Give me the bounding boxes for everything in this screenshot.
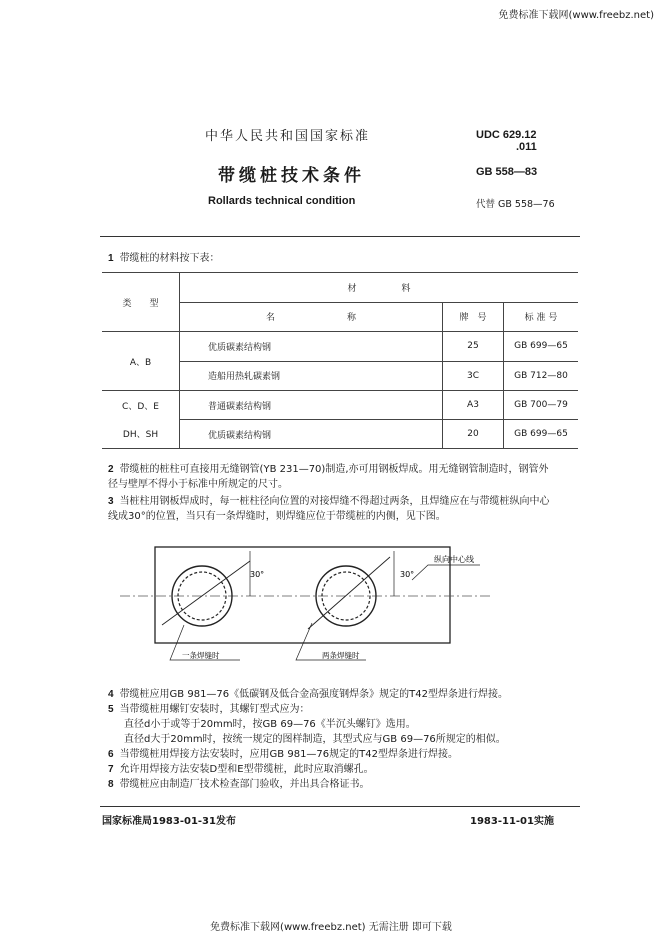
- udc-code: [476, 129, 537, 153]
- section-text: 带缆桩的桩柱可直接用无缝钢管(YB 231—70)制造,亦可用钢板焊成。用无缝钢管制造时，钢管外: [119, 464, 549, 475]
- section-7: [108, 762, 578, 777]
- section-1: [108, 251, 220, 266]
- section-text-cont: 线成30°的位置，当只有一条焊缝时，则焊缝应位于带缆桩的内侧，见下图。: [108, 511, 446, 522]
- issuing-organization: 中华人民共和国国家标准: [205, 129, 371, 144]
- section-text: 带缆桩应用GB 981—76《低碳钢及低合金高强度钢焊条》规定的T42型焊条进行焊接。: [119, 689, 508, 700]
- row-standard: GB 712—80: [504, 361, 579, 391]
- row-type: DH、SH: [102, 420, 180, 449]
- watermark-top: 免费标准下载网(www.freebz.net): [498, 10, 654, 21]
- row-name: 普通碳素结构钢: [180, 391, 443, 420]
- issue-date: 国家标准局1983-01-31发布: [102, 816, 236, 827]
- table-header-name: 名 称: [180, 302, 443, 332]
- one-weld-label: 一条焊缝时: [182, 651, 220, 660]
- row-name: 优质碳素结构钢: [180, 332, 443, 362]
- section-2: [108, 462, 578, 492]
- section-number: 3: [108, 496, 114, 507]
- section-text: 当带缆桩用焊接方法安装时，应用GB 981—76规定的T42型焊条进行焊接。: [119, 749, 458, 760]
- axis-label: 纵向中心线: [434, 555, 474, 564]
- materials-table: [102, 272, 578, 449]
- right-weld-line: [308, 557, 390, 629]
- weld-position-figure: [100, 535, 520, 675]
- table-header-type: 类 型: [102, 273, 180, 332]
- section-number: 7: [108, 764, 114, 775]
- table-row: [102, 332, 578, 362]
- axis-leader: [412, 565, 480, 580]
- section-5-item-2: 直径d大于20mm时，按统一规定的图样制造，其型式应与GB 69—76所规定的相似。: [124, 734, 506, 745]
- row-name: 造船用热轧碳素钢: [180, 361, 443, 391]
- two-welds-label: 两条焊缝时: [322, 651, 360, 660]
- header-divider: [100, 236, 580, 237]
- row-standard: GB 700—79: [504, 391, 579, 420]
- section-3: [108, 494, 578, 524]
- section-4: [108, 687, 578, 702]
- row-type: C、D、E: [102, 391, 180, 420]
- left-weld-line: [162, 561, 250, 625]
- section-text: 当带缆桩用螺钉安装时，其螺钉型式应为：: [119, 704, 310, 715]
- table-header-material: 材 料: [180, 273, 579, 303]
- section-text: 带缆桩的材料按下表：: [119, 253, 220, 264]
- udc-line2: .011: [516, 141, 537, 153]
- section-5: [108, 702, 578, 717]
- section-text: 当桩柱用钢板焊成时，每一桩柱径向位置的对接焊缝不得超过两条，且焊缝应在与带缆桩纵向中心: [119, 496, 550, 507]
- section-8: [108, 777, 578, 792]
- section-text: 允许用焊接方法安装D型和E型带缆桩，此时应取消螺孔。: [119, 764, 374, 775]
- standard-number: GB 558—83: [476, 166, 538, 178]
- section-6: [108, 747, 578, 762]
- row-standard: GB 699—65: [504, 332, 579, 362]
- section-number: 4: [108, 689, 114, 700]
- section-number: 5: [108, 704, 114, 715]
- section-5-item-1: 直径d小于或等于20mm时，按GB 69—76《半沉头螺钉》选用。: [124, 719, 416, 730]
- watermark-bottom: 免费标准下载网(www.freebz.net) 无需注册 即可下载: [210, 922, 452, 933]
- right-angle-label: 30°: [400, 570, 415, 579]
- section-number: 1: [108, 253, 114, 264]
- row-standard: GB 699—65: [504, 420, 579, 449]
- effective-date: 1983-11-01实施: [470, 816, 554, 827]
- section-text-cont: 径与壁厚不得小于标准中所规定的尺寸。: [108, 479, 288, 490]
- left-angle-label: 30°: [250, 570, 265, 579]
- row-grade: 20: [443, 420, 504, 449]
- section-number: 8: [108, 779, 114, 790]
- footer-divider: [100, 806, 580, 807]
- table-header-grade: 牌 号: [443, 302, 504, 332]
- replaces-standard: 代替 GB 558—76: [476, 199, 555, 210]
- english-title: Rollards technical condition: [208, 195, 356, 207]
- section-text: 带缆桩应由制造厂技术检查部门验收，并出具合格证书。: [119, 779, 370, 790]
- row-name: 优质碳素结构钢: [180, 420, 443, 449]
- sections-4-8: [108, 687, 578, 792]
- row-grade: 25: [443, 332, 504, 362]
- row-type: A、B: [102, 332, 180, 391]
- document-title: 带缆桩技术条件: [218, 166, 365, 186]
- table-row: [102, 420, 578, 449]
- table-header-standard: 标 准 号: [504, 302, 579, 332]
- row-grade: 3C: [443, 361, 504, 391]
- bollard-base-plate: [155, 547, 450, 643]
- section-number: 6: [108, 749, 114, 760]
- table-row: [102, 391, 578, 420]
- row-grade: A3: [443, 391, 504, 420]
- section-number: 2: [108, 464, 114, 475]
- udc-line1: UDC 629.12: [476, 129, 537, 141]
